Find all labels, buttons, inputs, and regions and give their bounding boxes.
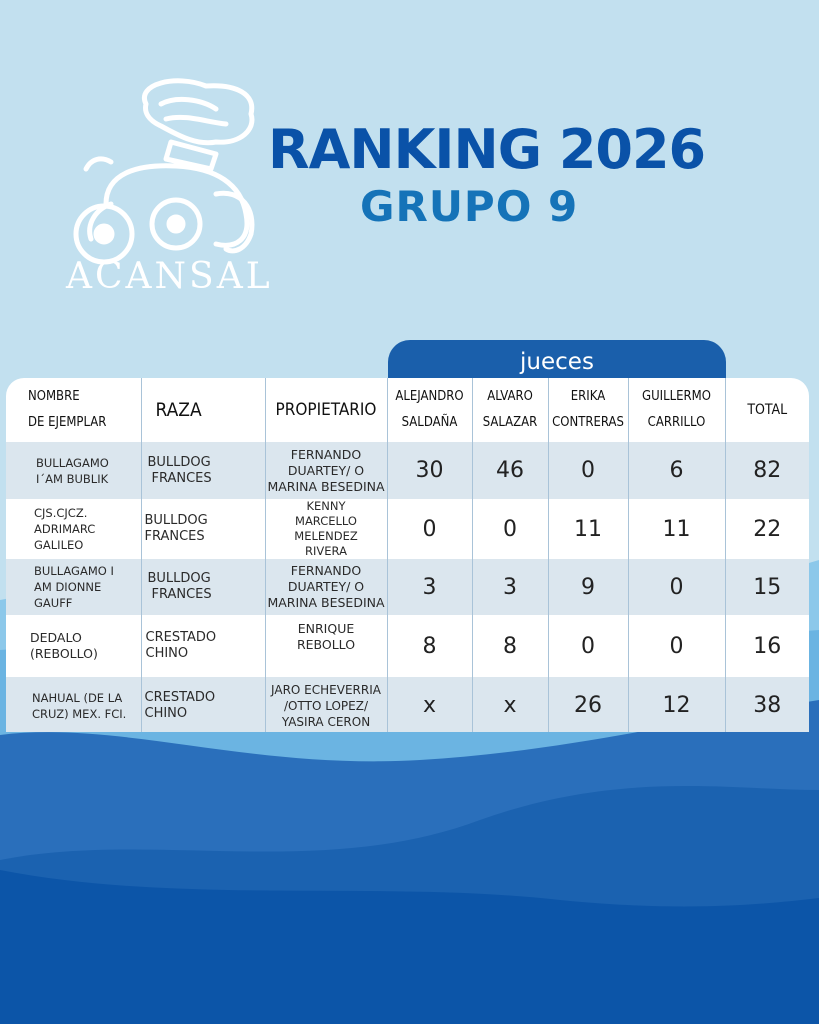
col-juez-4-line1: GUILLERMO (642, 389, 711, 404)
cell-text: CHINO (145, 646, 189, 661)
col-raza: RAZA (141, 378, 265, 442)
cell-text: JARO ECHEVERRIA (271, 682, 381, 697)
cell-text: CRUZ) MEX. FCI. (32, 706, 127, 721)
cell-nombre (6, 615, 141, 677)
cell-text: MARINA BESEDINA (267, 595, 385, 610)
cell-total: 15 (725, 559, 809, 615)
cell-score-juez-1: 0 (387, 499, 472, 559)
cell-score-juez-3: 0 (548, 442, 628, 499)
cell-score-juez-2: 8 (472, 615, 548, 677)
cell-raza (141, 677, 265, 732)
cell-text: /OTTO LOPEZ/ (284, 698, 368, 713)
cell-text: ENRIQUE (297, 621, 355, 636)
cell-score-juez-1: x (387, 677, 472, 732)
cell-text: BULLAGAMO I (34, 564, 114, 578)
cell-score-juez-3: 0 (548, 615, 628, 677)
cell-text: (REBOLLO) (30, 646, 98, 661)
col-nombre (6, 378, 141, 442)
logo-text: ACANSAL (66, 256, 273, 297)
cell-propietario (265, 499, 387, 559)
table-row (6, 559, 809, 615)
cell-score-juez-4: 0 (628, 615, 725, 677)
cell-total: 22 (725, 499, 809, 559)
cell-raza (141, 442, 265, 499)
cell-raza (141, 615, 265, 677)
cell-total: 16 (725, 615, 809, 677)
cell-score-juez-3: 26 (548, 677, 628, 732)
cell-nombre (6, 677, 141, 732)
cell-score-juez-2: 3 (472, 559, 548, 615)
cell-text: REBOLLO (296, 637, 356, 652)
cell-propietario (265, 559, 387, 615)
col-propietario: PROPIETARIO (265, 378, 387, 442)
col-juez-1-line2: SALDAÑA (401, 415, 458, 430)
col-total: TOTAL (725, 378, 809, 442)
cell-text: NAHUAL (DE LA (32, 690, 123, 705)
cell-total: 82 (725, 442, 809, 499)
cell-text: CRESTADO (145, 630, 217, 645)
cell-raza (141, 559, 265, 615)
page-title: RANKING 2026 (268, 118, 706, 181)
cell-score-juez-3: 9 (548, 559, 628, 615)
cell-score-juez-2: x (472, 677, 548, 732)
cell-text: CHINO (144, 705, 188, 721)
col-juez-1-line1: ALEJANDRO (395, 389, 464, 404)
cell-propietario (265, 677, 387, 732)
judges-label: jueces (520, 349, 594, 375)
cell-text: ADRIMARC (34, 522, 96, 536)
cell-score-juez-4: 12 (628, 677, 725, 732)
ranking-table (6, 378, 809, 732)
cell-text: KENNY (306, 499, 346, 513)
cell-text: DUARTEY/ O (287, 579, 365, 594)
cell-propietario (265, 442, 387, 499)
cell-text: MARCELLO (295, 514, 357, 528)
table-row (6, 499, 809, 559)
cell-text: DEDALO (30, 630, 82, 645)
cell-nombre (6, 559, 141, 615)
cell-score-juez-4: 0 (628, 559, 725, 615)
cell-nombre (6, 442, 141, 499)
table-row (6, 677, 809, 732)
cell-propietario (265, 615, 387, 677)
col-nombre-line2: DE EJEMPLAR (28, 415, 107, 430)
cell-score-juez-3: 11 (548, 499, 628, 559)
cell-text: RIVERA (305, 544, 347, 558)
cell-text: BULLDOG (147, 571, 211, 586)
cell-text: FERNANDO (290, 446, 362, 462)
cell-score-juez-2: 0 (472, 499, 548, 559)
col-juez-3-line2: CONTRERAS (552, 415, 624, 430)
cell-score-juez-4: 6 (628, 442, 725, 499)
table-header-row (6, 378, 809, 442)
cell-score-juez-1: 30 (387, 442, 472, 499)
col-juez-1 (387, 378, 472, 442)
cell-total: 38 (725, 677, 809, 732)
cell-text: MELENDEZ (294, 529, 358, 543)
cell-text: GALILEO (34, 538, 84, 552)
col-juez-2-line2: SALAZAR (482, 415, 538, 430)
cell-text: CJS.CJCZ. (34, 506, 88, 520)
col-juez-4 (628, 378, 725, 442)
cell-text: YASIRA CERON (281, 714, 371, 729)
cell-text: BULLDOG (147, 454, 211, 470)
cell-text: AM DIONNE (34, 580, 102, 594)
col-juez-2 (472, 378, 548, 442)
cell-text: I´AM BUBLIK (36, 471, 109, 486)
col-juez-2-line1: ALVARO (487, 389, 533, 404)
table-row (6, 615, 809, 677)
cell-raza (141, 499, 265, 559)
col-juez-3 (548, 378, 628, 442)
cell-text: FRANCES (151, 587, 212, 602)
col-nombre-line1: NOMBRE (28, 389, 80, 404)
cell-text: GAUFF (34, 596, 73, 610)
cell-text: CRESTADO (144, 689, 216, 705)
cell-nombre (6, 499, 141, 559)
col-juez-3-line1: ERIKA (570, 389, 606, 404)
cell-score-juez-4: 11 (628, 499, 725, 559)
cell-text: BULLAGAMO (36, 455, 109, 470)
cell-text: DUARTEY/ O (287, 462, 365, 478)
table-row (6, 442, 809, 499)
cell-text: BULLDOG (144, 513, 208, 528)
cell-score-juez-1: 8 (387, 615, 472, 677)
cell-text: MARINA BESEDINA (267, 478, 385, 494)
cell-text: FRANCES (144, 529, 205, 544)
cell-text: FRANCES (151, 470, 212, 486)
cell-score-juez-2: 46 (472, 442, 548, 499)
cell-text: FERNANDO (290, 563, 362, 578)
col-juez-4-line2: CARRILLO (647, 415, 706, 430)
cell-score-juez-1: 3 (387, 559, 472, 615)
page-subtitle: GRUPO 9 (360, 182, 579, 231)
